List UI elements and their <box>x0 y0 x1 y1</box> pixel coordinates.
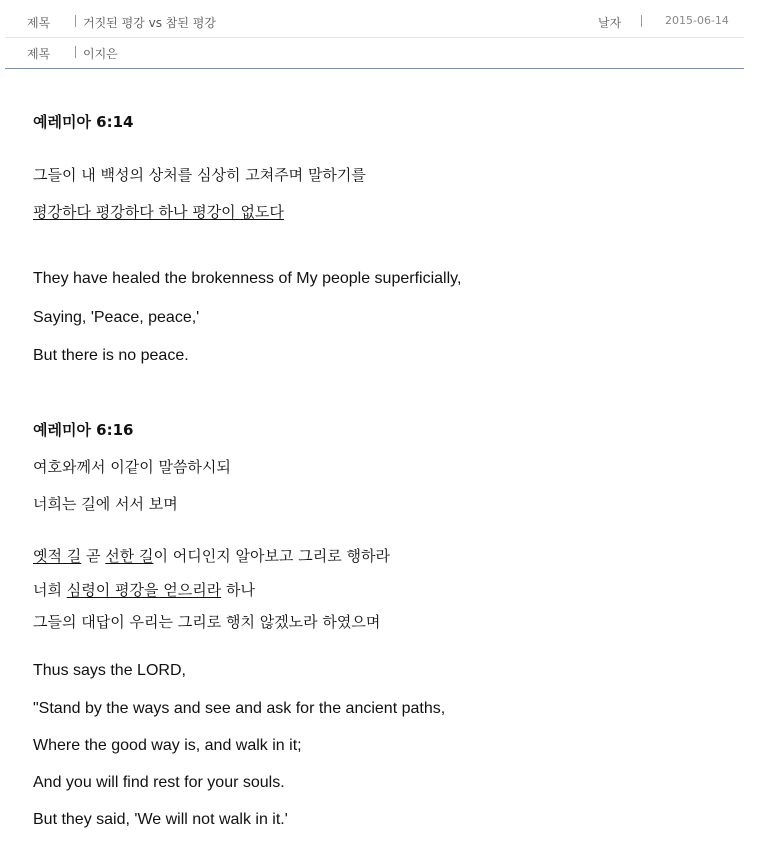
title-label: 제목 <box>27 16 51 30</box>
author-label: 제목 <box>27 47 51 61</box>
date-label: 날자 <box>598 16 622 30</box>
korean-verse-line <box>33 579 255 600</box>
korean-verse-line: 그들이 내 백성의 상처를 심상히 고쳐주며 말하기를 <box>33 166 366 184</box>
korean-verse-line: 그들의 대답이 우리는 그리로 행치 않겠노라 하였으며 <box>33 613 381 631</box>
author-value: 이지은 <box>83 47 118 61</box>
divider <box>641 15 642 27</box>
korean-verse-line: 여호와께서 이같이 말씀하시되 <box>33 458 231 476</box>
english-verse-line: But they said, 'We will not walk in it.' <box>33 811 288 828</box>
korean-verse-line: 평강하다 평강하다 하나 평강이 없도다 <box>33 203 284 221</box>
english-verse-line: Saying, 'Peace, peace,' <box>33 309 200 326</box>
english-verse-line: And you will find rest for your souls. <box>33 774 285 791</box>
korean-verse-line <box>33 545 390 566</box>
english-verse-line: But there is no peace. <box>33 347 189 364</box>
verse-text: 하나 <box>221 581 255 599</box>
underlined-phrase: 옛적 길 <box>33 547 82 565</box>
title-value: 거짓된 평강 vs 참된 평강 <box>83 16 216 30</box>
english-verse-line: "Stand by the ways and see and ask for the ancient paths, <box>33 700 446 717</box>
underlined-phrase: 심령이 평강을 얻으리라 <box>66 581 222 599</box>
english-verse-line: They have healed the brokenness of My people superficially, <box>33 270 462 287</box>
divider <box>75 46 76 58</box>
header-row-author <box>5 37 744 69</box>
date-value: 2015-06-14 <box>665 14 729 27</box>
verse-text: 곧 <box>81 547 106 565</box>
scripture-reference: 예레미아 6:16 <box>33 421 134 439</box>
english-verse-line: Where the good way is, and walk in it; <box>33 737 302 754</box>
verse-text: 너희 <box>33 581 67 599</box>
header-row-title <box>5 0 744 38</box>
english-verse-line: Thus says the LORD, <box>33 662 186 679</box>
scripture-reference: 예레미아 6:14 <box>33 113 134 131</box>
underlined-phrase: 선한 길 <box>105 547 154 565</box>
divider <box>75 15 76 27</box>
korean-verse-line: 너희는 길에 서서 보며 <box>33 495 178 513</box>
verse-text: 이 어디인지 알아보고 그리로 행하라 <box>153 547 390 565</box>
